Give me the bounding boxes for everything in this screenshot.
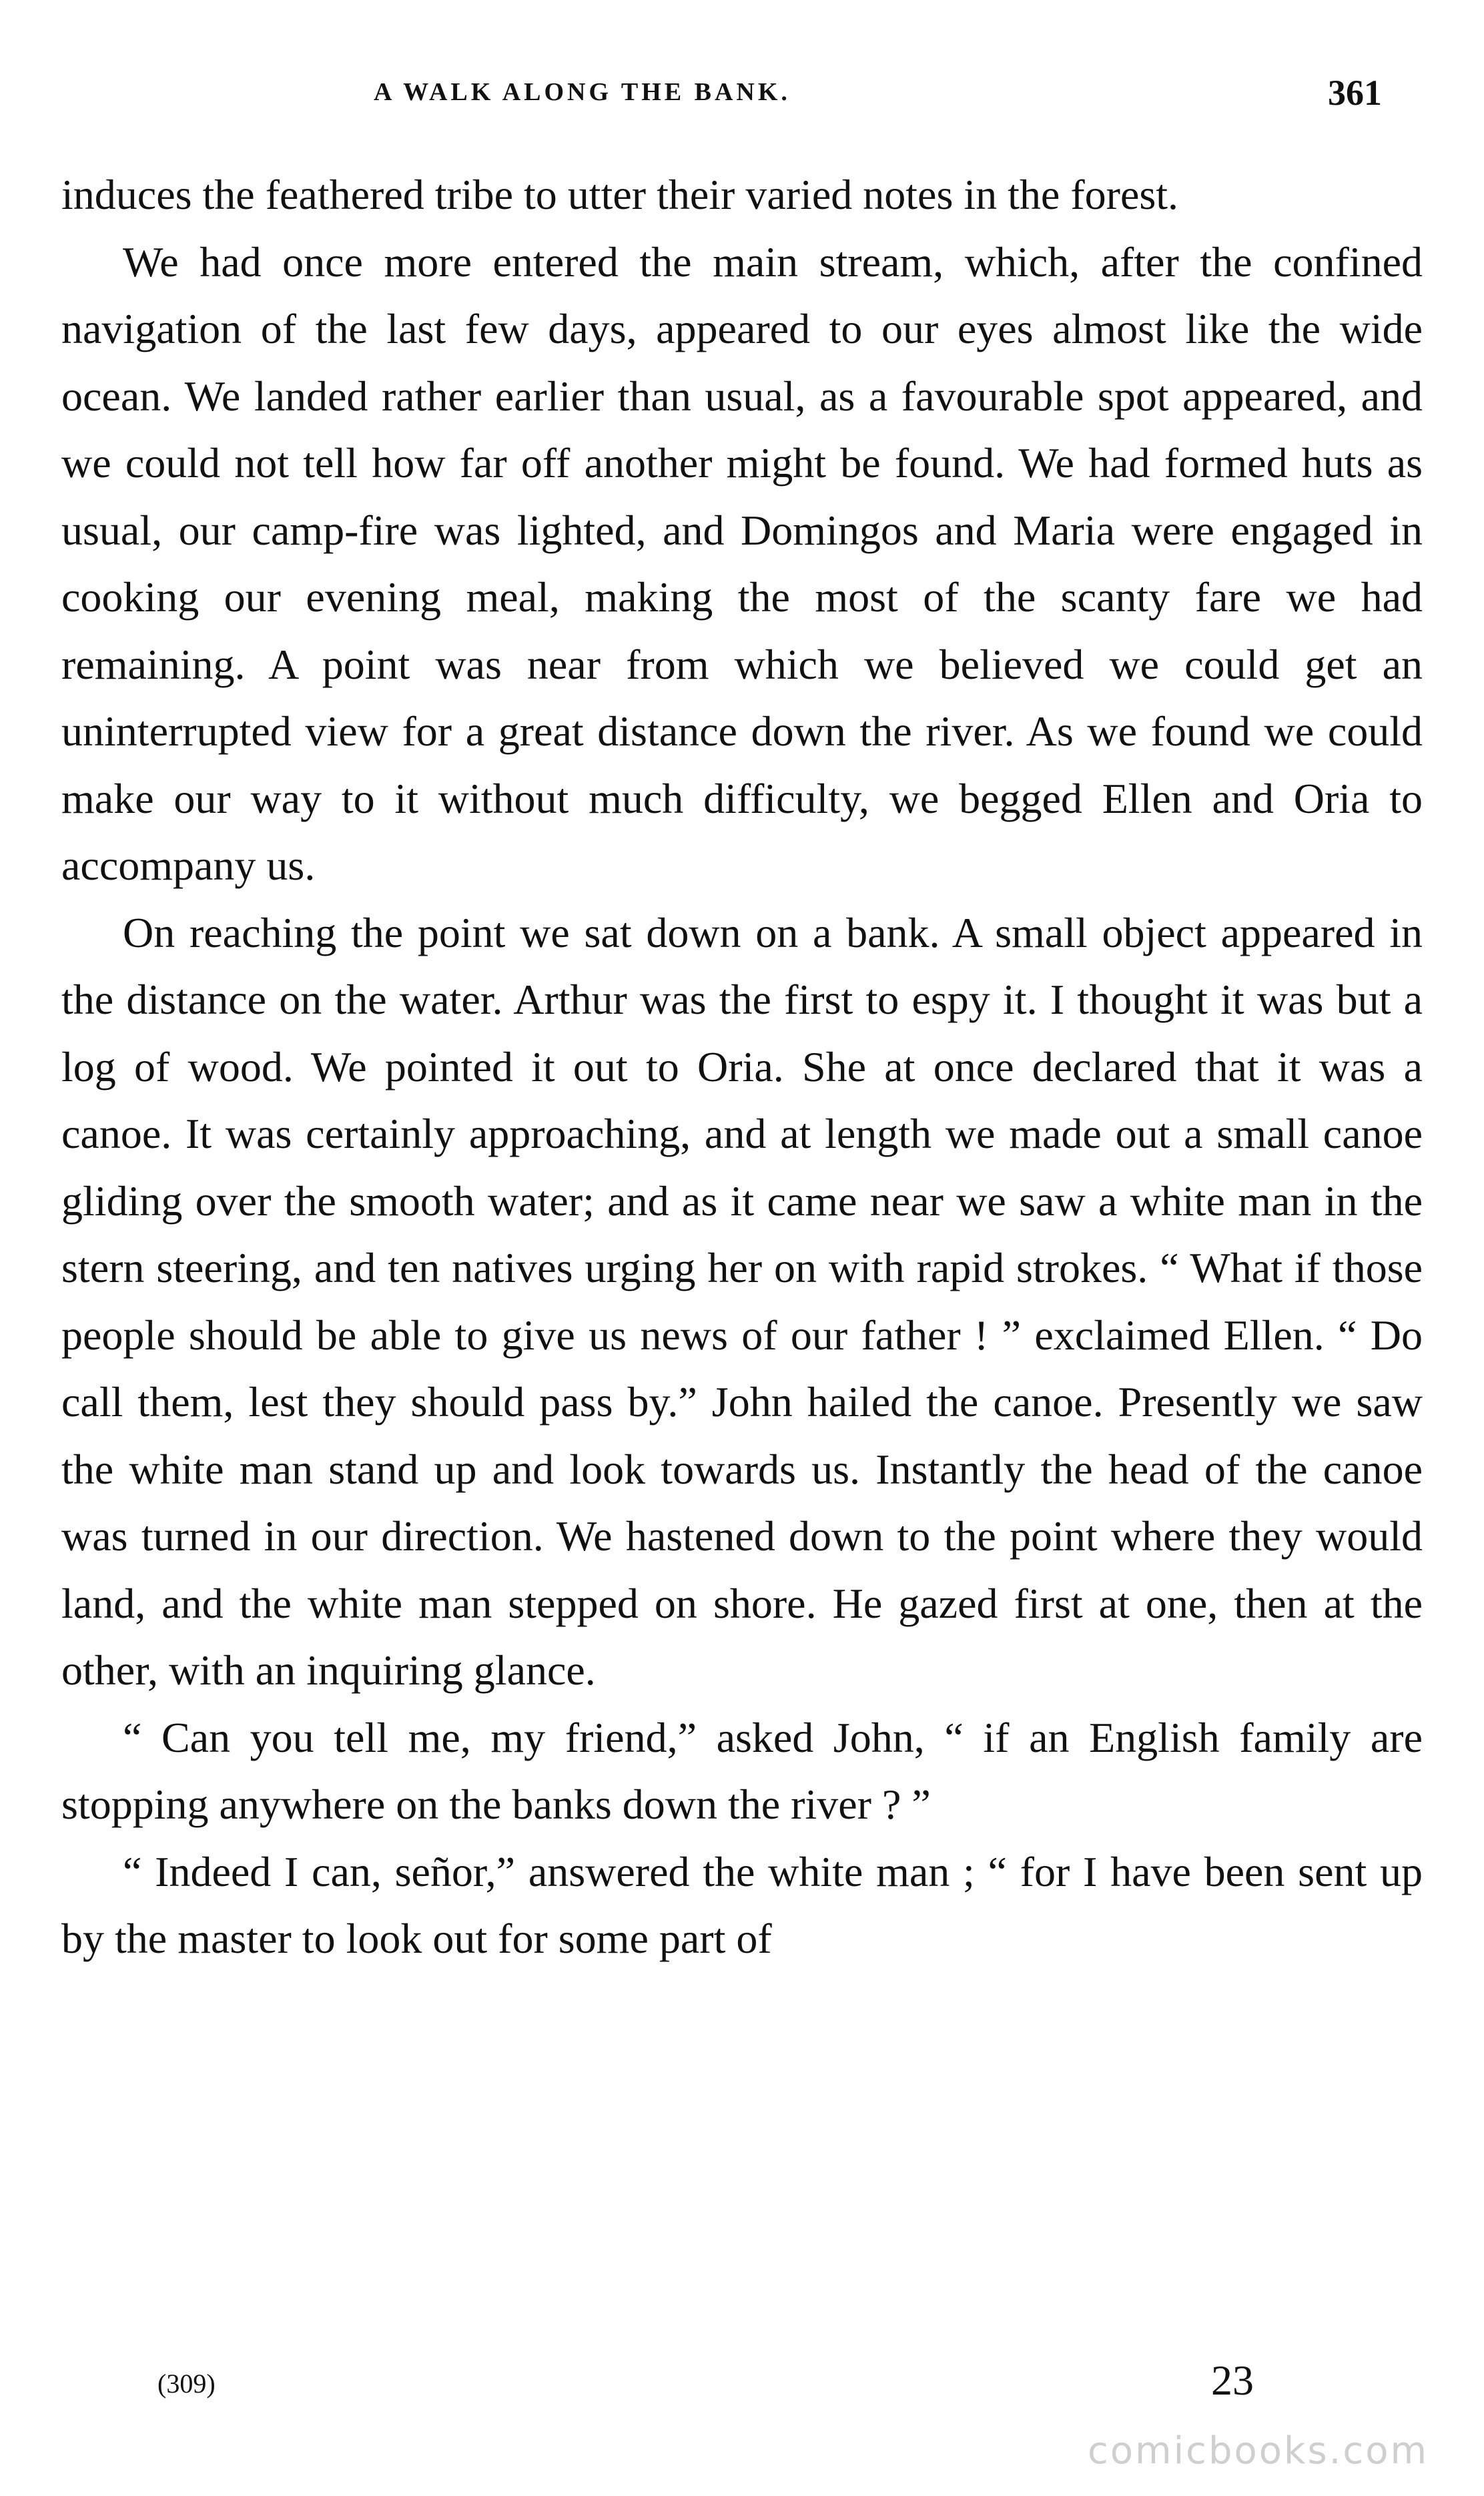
body-text xyxy=(61,162,1423,1973)
running-header xyxy=(0,72,1484,125)
paragraph-continuation: induces the feathered tribe to utter their varied notes in the forest. xyxy=(61,171,1179,218)
paragraph-main-stream: We had once more entered the main stream, which, after the confined navigation of the last few days, appeared to our eyes almost like the wide ocean. We landed rather earlier than usual, as a favourable spot appeared, and we could not tell how far off another might be found. We had formed huts as usual, our camp-fire was lighted, and Domingos and Maria were engaged in cooking our evening meal, making the most of the scanty fare we had remaining. A point was near from which we believed we could get an uninterrupted view for a great distance down the river. As we found we could make our way to it without much difficulty, we begged Ellen and Oria to accompany us. xyxy=(61,238,1423,889)
running-title: A WALK ALONG THE BANK. xyxy=(374,78,791,106)
page-number: 361 xyxy=(1328,73,1382,113)
paragraph-canoe: On reaching the point we sat down on a bank. A small object appeared in the distance on the water. Arthur was the first to espy it. I thought it was but a log of wood. We pointed it out to Oria. She at once declared that it was a canoe. It was certainly approaching, and at length we made out a small canoe gliding over the smooth water; and as it came near we saw a white man in the stern steering, and ten natives urging her on with rapid strokes. “ What if those people should be able to give us news of our father ! ” exclaimed Ellen. “ Do call them, lest they should pass by.” John hailed the canoe. Presently we saw the white man stand up and look towards us. Instantly the head of the canoe was turned in our direction. We hastened down to the point where they would land, and the white man stepped on shore. He gazed first at one, then at the other, with an inquiring glance. xyxy=(61,908,1423,1694)
signature-mark: (309) xyxy=(157,2369,216,2399)
watermark: comicbooks.com xyxy=(1088,2429,1429,2473)
signature-number: 23 xyxy=(1211,2357,1254,2404)
paragraph-john-question: “ Can you tell me, my friend,” asked John, “ if an English family are stopping anywhere on the banks down the river ? ” xyxy=(61,1713,1423,1828)
paragraph-white-man-answer: “ Indeed I can, señor,” answered the white man ; “ for I have been sent up by the master to look out for some part of xyxy=(61,1847,1423,1962)
page-footer xyxy=(0,2356,1484,2416)
